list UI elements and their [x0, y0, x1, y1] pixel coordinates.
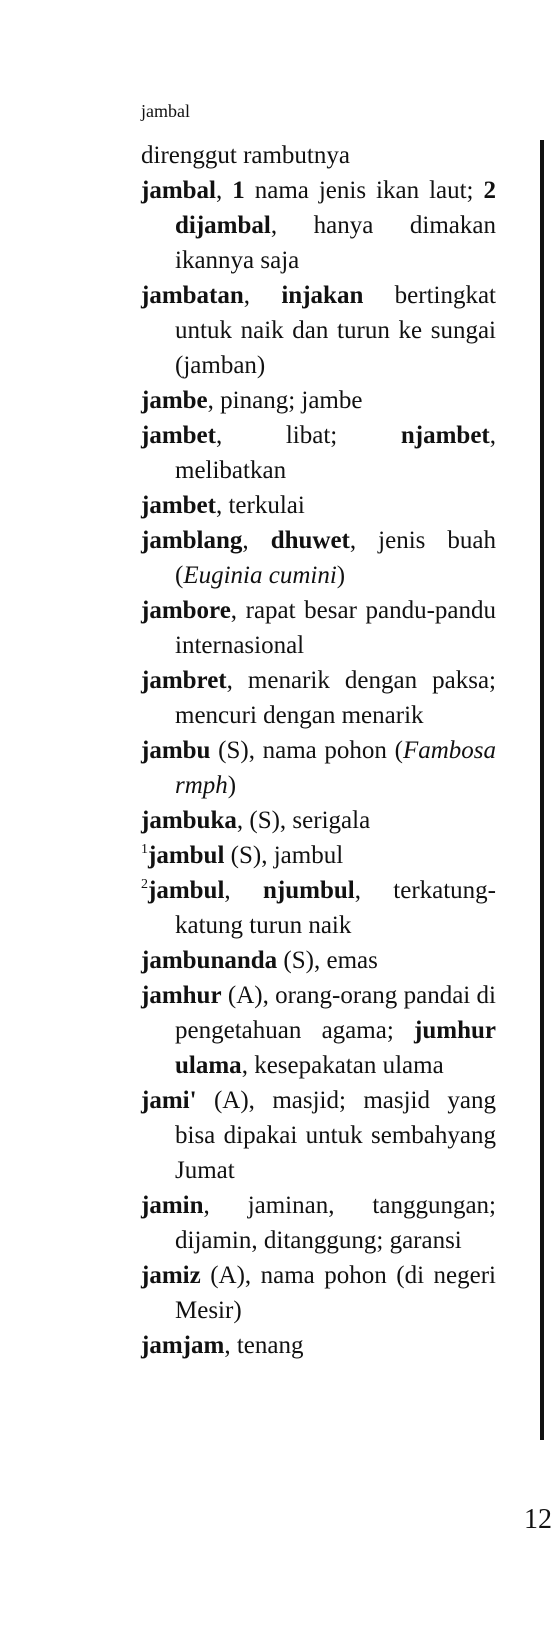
dictionary-entry	[141, 733, 496, 803]
headword: dhuwet	[270, 527, 350, 554]
headword: jambet	[141, 422, 216, 449]
dictionary-entry	[141, 383, 496, 418]
homonym-number: 2	[141, 877, 148, 892]
definition-text: )	[227, 772, 237, 799]
headword: jambret	[141, 667, 227, 694]
dictionary-entry	[141, 838, 496, 873]
definition-text: ,	[242, 527, 271, 554]
headword: injakan	[281, 282, 364, 309]
headword: jambet	[141, 492, 216, 519]
definition-text: )	[336, 562, 346, 589]
headword: 2 dijambal	[175, 177, 496, 239]
dictionary-entry	[141, 978, 496, 1083]
definition-text: , pinang; jambe	[207, 387, 363, 414]
dictionary-entry	[141, 1188, 496, 1258]
headword: jamhur	[141, 982, 222, 1009]
headword: jambunanda	[141, 947, 278, 974]
dictionary-entry	[141, 663, 496, 733]
definition-text: , rapat besar pandu-pandu internasional	[175, 597, 496, 659]
headword: njambet	[400, 422, 490, 449]
dictionary-entry	[141, 138, 496, 173]
headword: jambatan	[141, 282, 244, 309]
definition-text: , jenis buah (	[175, 527, 496, 589]
dictionary-entry	[141, 1083, 496, 1188]
definition-text: bertingkat untuk naik dan turun ke sungai (jamban)	[175, 282, 497, 379]
dictionary-entry	[141, 943, 496, 978]
definition-text: ,	[224, 877, 263, 904]
definition-text: , (S), serigala	[236, 807, 371, 834]
headword: jamjam	[141, 1332, 225, 1359]
definition-text: , menarik dengan paksa; mencuri dengan menarik	[175, 667, 496, 729]
definition-text: (A), orang-orang pandai di pengetahuan agama;	[175, 982, 496, 1044]
definition-text: , libat;	[215, 422, 401, 449]
headword: jumhur ulama	[175, 1017, 496, 1079]
headword: jambul	[148, 842, 225, 869]
column-rule	[540, 140, 544, 1440]
headword: 1	[232, 177, 245, 204]
page-number: 12	[524, 1504, 552, 1535]
running-head: jambal	[141, 101, 190, 121]
definition-text: , melibatkan	[175, 422, 496, 484]
dictionary-entry	[141, 593, 496, 663]
definition-text: , tenang	[224, 1332, 304, 1359]
definition-text: (A), masjid; masjid yang bisa dipakai untuk sembahyang Jumat	[175, 1087, 496, 1184]
dictionary-column	[141, 138, 496, 1363]
headword: jambul	[148, 877, 225, 904]
definition-text: ,	[216, 177, 233, 204]
headword: jambu	[141, 737, 211, 764]
headword: jamiz	[141, 1262, 201, 1289]
definition-text: , terkulai	[215, 492, 305, 519]
definition-text: direnggut rambutnya	[141, 142, 350, 169]
definition-text: (S), nama pohon (	[210, 737, 403, 764]
dictionary-entry	[141, 418, 496, 488]
dictionary-entry	[141, 523, 496, 593]
dictionary-entry	[141, 278, 496, 383]
scientific-name: Euginia cumini	[183, 562, 337, 589]
headword: jambal	[141, 177, 216, 204]
homonym-number: 1	[141, 842, 148, 857]
scientific-name: Fambosa rmph	[175, 737, 496, 799]
dictionary-entry	[141, 1328, 496, 1363]
headword: jambore	[141, 597, 231, 624]
dictionary-entry	[141, 873, 496, 943]
dictionary-entry	[141, 1258, 496, 1328]
definition-text: nama jenis ikan laut;	[244, 177, 484, 204]
dictionary-entry	[141, 803, 496, 838]
headword: njumbul	[262, 877, 355, 904]
headword: jambe	[141, 387, 208, 414]
dictionary-entry	[141, 173, 496, 278]
definition-text: , terkatung-katung turun naik	[175, 877, 497, 939]
definition-text: (S), emas	[277, 947, 378, 974]
definition-text: (S), jambul	[224, 842, 344, 869]
headword: jambuka	[141, 807, 237, 834]
definition-text: ,	[243, 282, 282, 309]
definition-text: (A), nama pohon (di negeri Mesir)	[175, 1262, 496, 1324]
headword: jamin	[141, 1192, 204, 1219]
headword: jami'	[141, 1087, 197, 1114]
dictionary-entry	[141, 488, 496, 523]
definition-text: , hanya dimakan ikannya saja	[175, 212, 496, 274]
headword: jamblang	[141, 527, 243, 554]
definition-text: , kesepakatan ulama	[241, 1052, 444, 1079]
definition-text: , jaminan, tanggungan; dijamin, ditanggung; garansi	[175, 1192, 496, 1254]
